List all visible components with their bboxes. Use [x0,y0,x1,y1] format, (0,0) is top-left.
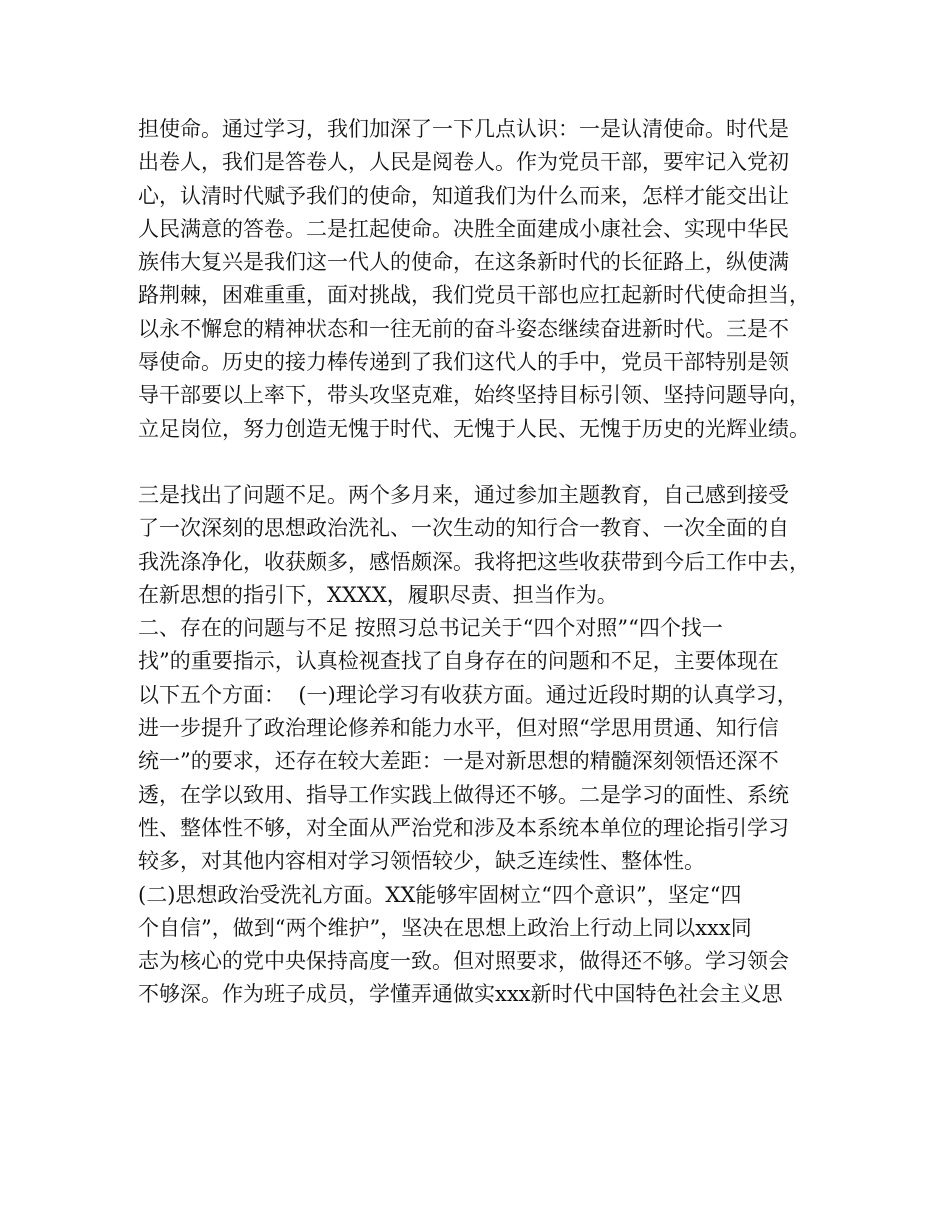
text-line: 统一”的要求，还存在较大差距：一是对新思想的精髓深刻领悟还深不 [138,749,779,774]
text-line: 担使命。通过学习，我们加深了一下几点认识：一是认清使命。时代是 [138,117,789,141]
text-line: 三是找出了问题不足。两个多月来，通过参加主题教育，自己感到接受 [138,482,789,507]
text-line: 在新思想的指引下，XXXX，履职尽责、担当作为。 [138,582,618,607]
text-line: 较多，对其他内容相对学习领悟较少，缺乏连续性、整体性。 [138,849,705,874]
paragraph-gap [138,446,828,479]
text-line: 以下五个方面： (一)理论学习有收获方面。通过近段时期的认真学习， [138,682,798,707]
text-line: (二)思想政治受洗礼方面。XX能够牢固树立“四个意识”，坚定“四 [138,882,742,907]
text-line: 进一步提升了政治理论修养和能力水平，但对照“学思用贯通、知行信 [138,716,779,741]
text-line: 了一次深刻的思想政治洗礼、一次生动的知行合一教育、一次全面的自 [138,516,789,541]
text-line: 个自信”，做到“两个维护”，坚决在思想上政治上行动上同以xxx同 [138,915,752,940]
text-line: 志为核心的党中央保持高度一致。但对照要求，做得还不够。学习领会 [138,949,789,974]
text-line: 不够深。作为班子成员，学懂弄通做实xxx新时代中国特色社会主义思 [138,982,783,1007]
document-body [138,113,828,1012]
text-line: 人民满意的答卷。二是扛起使命。决胜全面建成小康社会、实现中华民 [138,216,789,241]
text-line: 立足岗位，努力创造无愧于时代、无愧于人民、无愧于历史的光辉业绩。 [138,416,810,441]
text-line: 路荆棘，困难重重，面对挑战，我们党员干部也应扛起新时代使命担当， [138,283,810,308]
text-line: 心，认清时代赋予我们的使命，知道我们为什么而来，怎样才能交出让 [138,183,789,208]
text-line: 出卷人，我们是答卷人，人民是阅卷人。作为党员干部，要牢记入党初 [138,150,789,175]
text-line: 以永不懈怠的精神状态和一往无前的奋斗姿态继续奋进新时代。三是不 [138,316,789,341]
paragraph-1 [138,113,828,446]
text-line: 族伟大复兴是我们这一代人的使命，在这条新时代的长征路上，纵使满 [138,250,789,275]
paragraph-2 [138,479,828,1012]
text-line: 性、整体性不够，对全面从严治党和涉及本系统本单位的理论指引学习 [138,815,789,840]
text-line: 我洗涤净化，收获颇多，感悟颇深。我将把这些收获带到今后工作中去， [138,549,810,574]
text-line: 辱使命。历史的接力棒传递到了我们这代人的手中，党员干部特别是领 [138,350,789,375]
text-line: 导干部要以上率下，带头攻坚克难，始终坚持目标引领、坚持问题导向， [138,383,810,408]
text-line: 二、存在的问题与不足 按照习总书记关于“四个对照”“四个找一 [138,616,723,641]
text-line: 找”的重要指示，认真检视查找了自身存在的问题和不足，主要体现在 [138,649,779,674]
text-line: 透，在学以致用、指导工作实践上做得还不够。二是学习的面性、系统 [138,782,789,807]
